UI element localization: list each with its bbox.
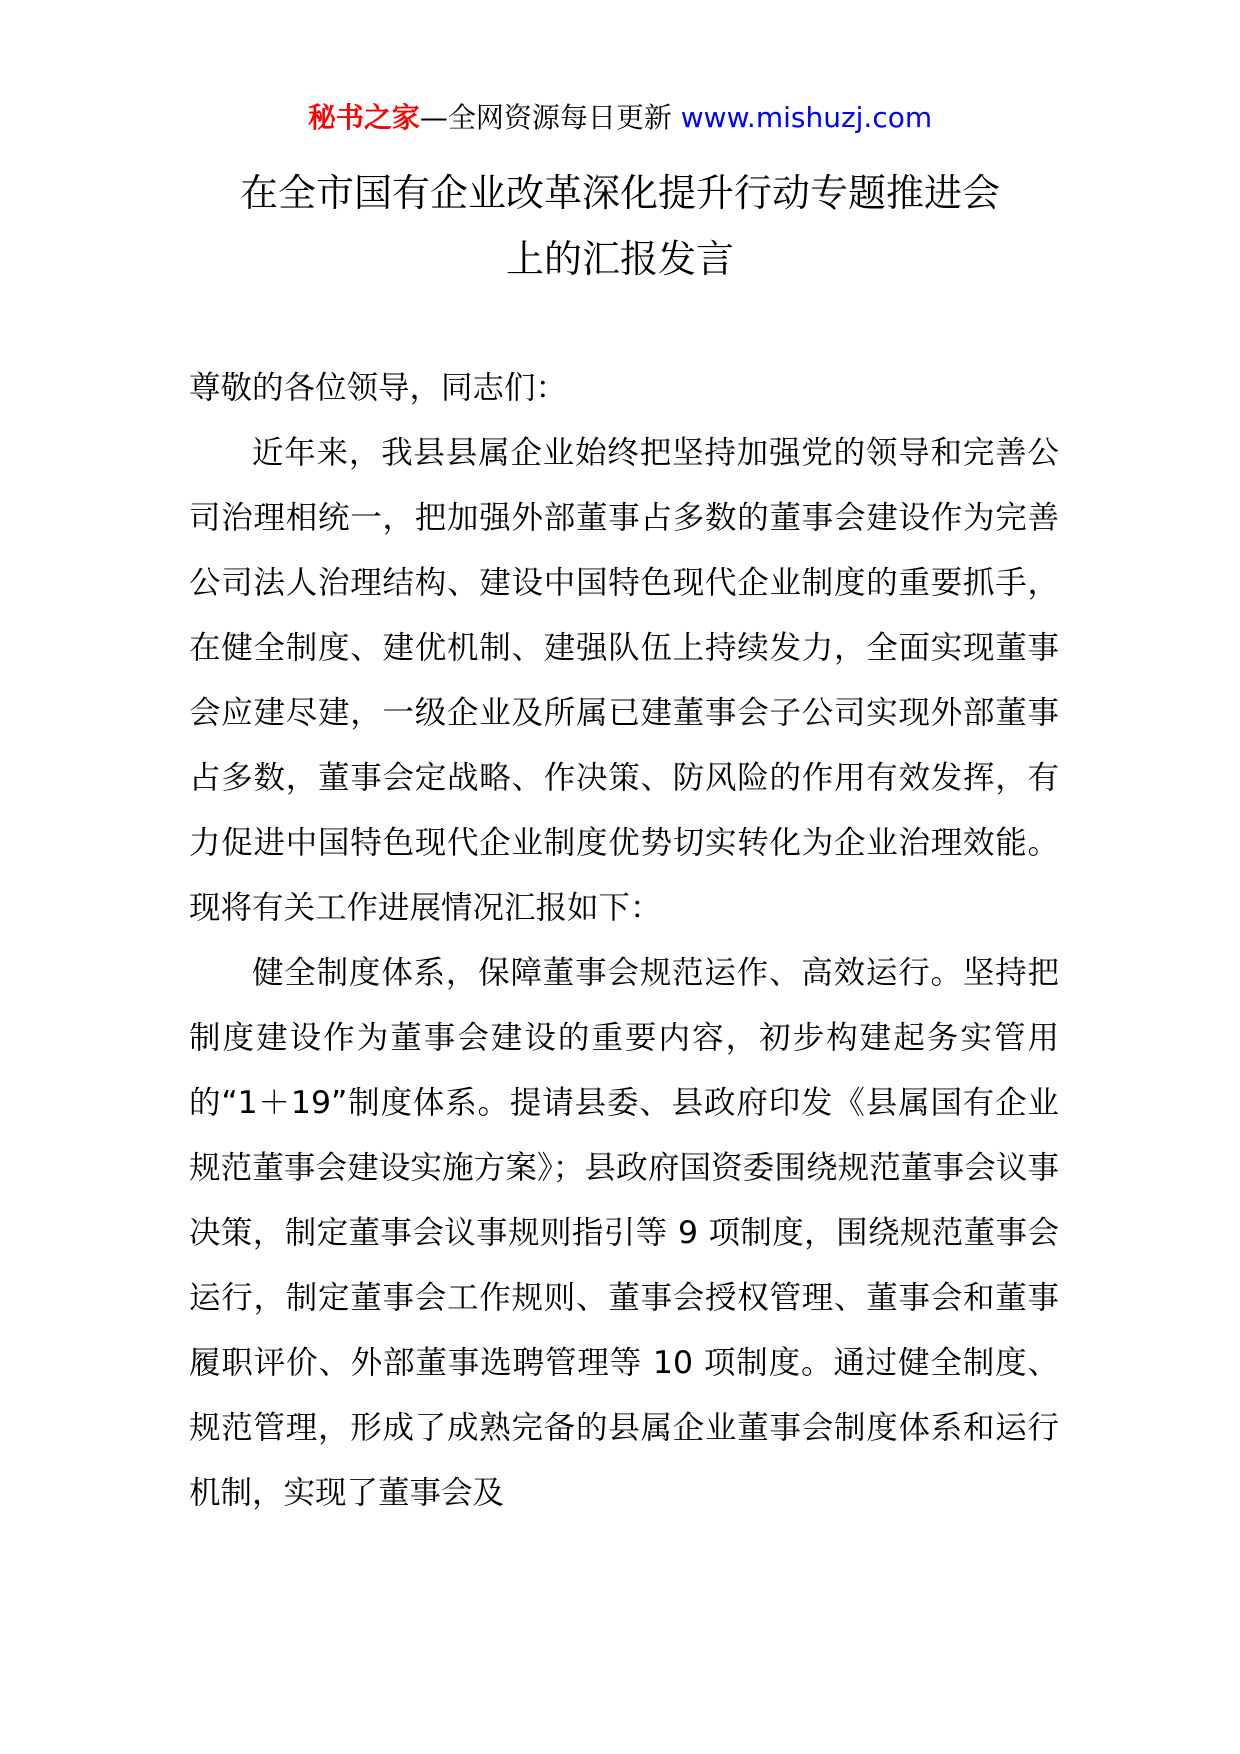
header-tagline: —全网资源每日更新 xyxy=(419,101,681,134)
body-paragraph: 健全制度体系，保障董事会规范运作、高效运行。坚持把制度建设作为董事会建设的重要内容，初步构建起务实管用的“1＋19”制度体系。提请县委、县政府印发《县属国有企业规范董事会建设实施方案》；县政府国资委围绕规范董事会议事决策，制定董事会议事规则指引等 9 项制度，围绕规范董事会运行，制定董事会工作规则、董事会授权管理、董事会和董事履职评价、外部董事选聘管理等 10 项制度。通过健全制度、规范管理，形成了成熟完备的县属企业董事会制度体系和运行机制，实现了董事会及 xyxy=(189,955,1059,1511)
title-line-2: 上的汇报发言 xyxy=(505,237,734,281)
title-line-1: 在全市国有企业改革深化提升行动专题推进会 xyxy=(239,171,1000,215)
site-url-link[interactable]: www.mishuzj.com xyxy=(680,101,933,134)
salutation: 尊敬的各位领导，同志们： xyxy=(189,370,568,406)
document-title xyxy=(180,160,1060,292)
brand-name: 秘书之家 xyxy=(307,101,420,134)
document-body xyxy=(189,356,1059,1526)
site-header xyxy=(0,98,1240,138)
body-paragraph: 近年来，我县县属企业始终把坚持加强党的领导和完善公司治理相统一，把加强外部董事占多数的董事会建设作为完善公司法人治理结构、建设中国特色现代企业制度的重要抓手，在健全制度、建优机制、建强队伍上持续发力，全面实现董事会应建尽建，一级企业及所属已建董事会子公司实现外部董事占多数，董事会定战略、作决策、防风险的作用有效发挥，有力促进中国特色现代企业制度优势切实转化为企业治理效能。现将有关工作进展情况汇报如下： xyxy=(189,435,1059,926)
